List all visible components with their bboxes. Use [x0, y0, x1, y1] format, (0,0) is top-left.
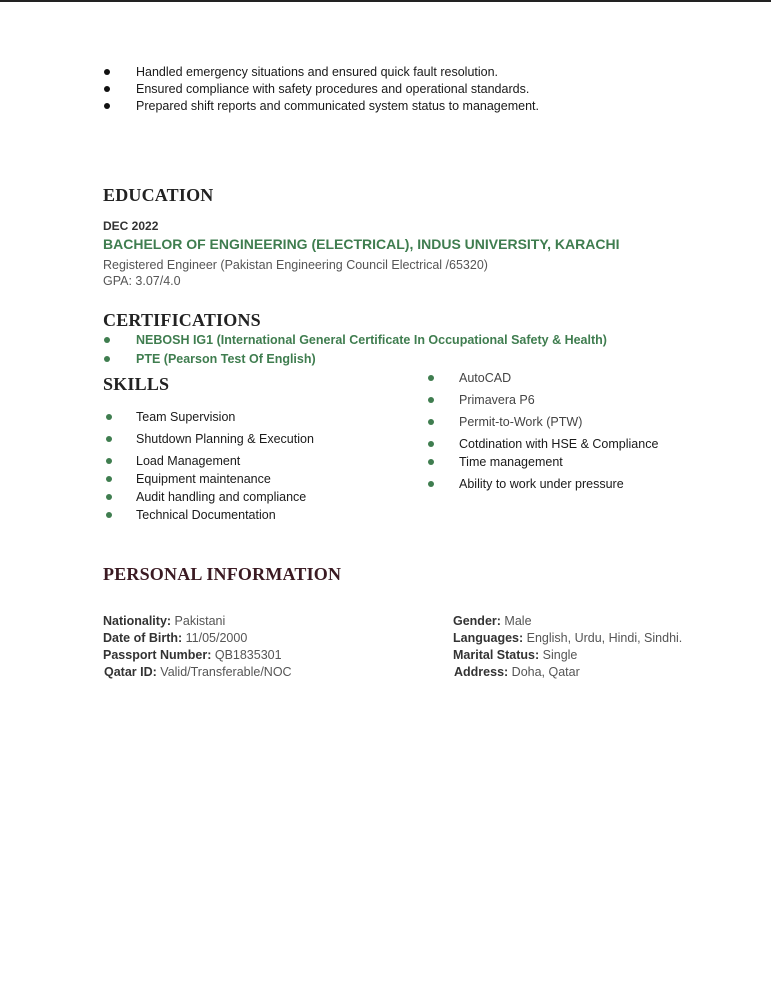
bullet-icon — [104, 356, 110, 362]
bullet-icon — [106, 458, 112, 464]
skills-heading: SKILLS — [103, 374, 170, 394]
education-registration: Registered Engineer (Pakistan Engineering Council Electrical /65320) — [103, 258, 488, 272]
bullet-icon — [428, 397, 434, 403]
bullet-icon — [104, 103, 110, 109]
bullet-icon — [428, 441, 434, 447]
bullet-icon — [428, 419, 434, 425]
certifications-heading: CERTIFICATIONS — [103, 310, 261, 330]
bullet-icon — [106, 436, 112, 442]
bullet-icon — [106, 512, 112, 518]
education-date: DEC 2022 — [103, 219, 159, 233]
info-languages: Languages: English, Urdu, Hindi, Sindhi. — [453, 631, 683, 645]
bullet-icon — [104, 337, 110, 343]
info-qatar-id: Qatar ID: Valid/Transferable/NOC — [104, 665, 292, 679]
info-gender: Gender: Male — [453, 614, 532, 628]
bullet-icon — [428, 459, 434, 465]
education-gpa: GPA: 3.07/4.0 — [103, 274, 181, 288]
bullet-icon — [106, 414, 112, 420]
info-nationality: Nationality: Pakistani — [103, 614, 226, 628]
education-degree: BACHELOR OF ENGINEERING (ELECTRICAL), INDUS UNIVERSITY, KARACHI — [103, 236, 620, 252]
education-heading: EDUCATION — [103, 185, 214, 205]
bullet-icon — [428, 375, 434, 381]
bullet-icon — [106, 476, 112, 482]
page-top-border — [0, 0, 771, 2]
info-passport-number: Passport Number: QB1835301 — [103, 648, 282, 662]
info-address: Address: Doha, Qatar — [454, 665, 580, 679]
info-date-of-birth: Date of Birth: 11/05/2000 — [103, 631, 248, 645]
bullet-icon — [106, 494, 112, 500]
info-marital-status: Marital Status: Single — [453, 648, 578, 662]
bullet-icon — [104, 69, 110, 75]
bullet-icon — [428, 481, 434, 487]
bullet-icon — [104, 86, 110, 92]
personal-info-heading: PERSONAL INFORMATION — [103, 564, 342, 584]
